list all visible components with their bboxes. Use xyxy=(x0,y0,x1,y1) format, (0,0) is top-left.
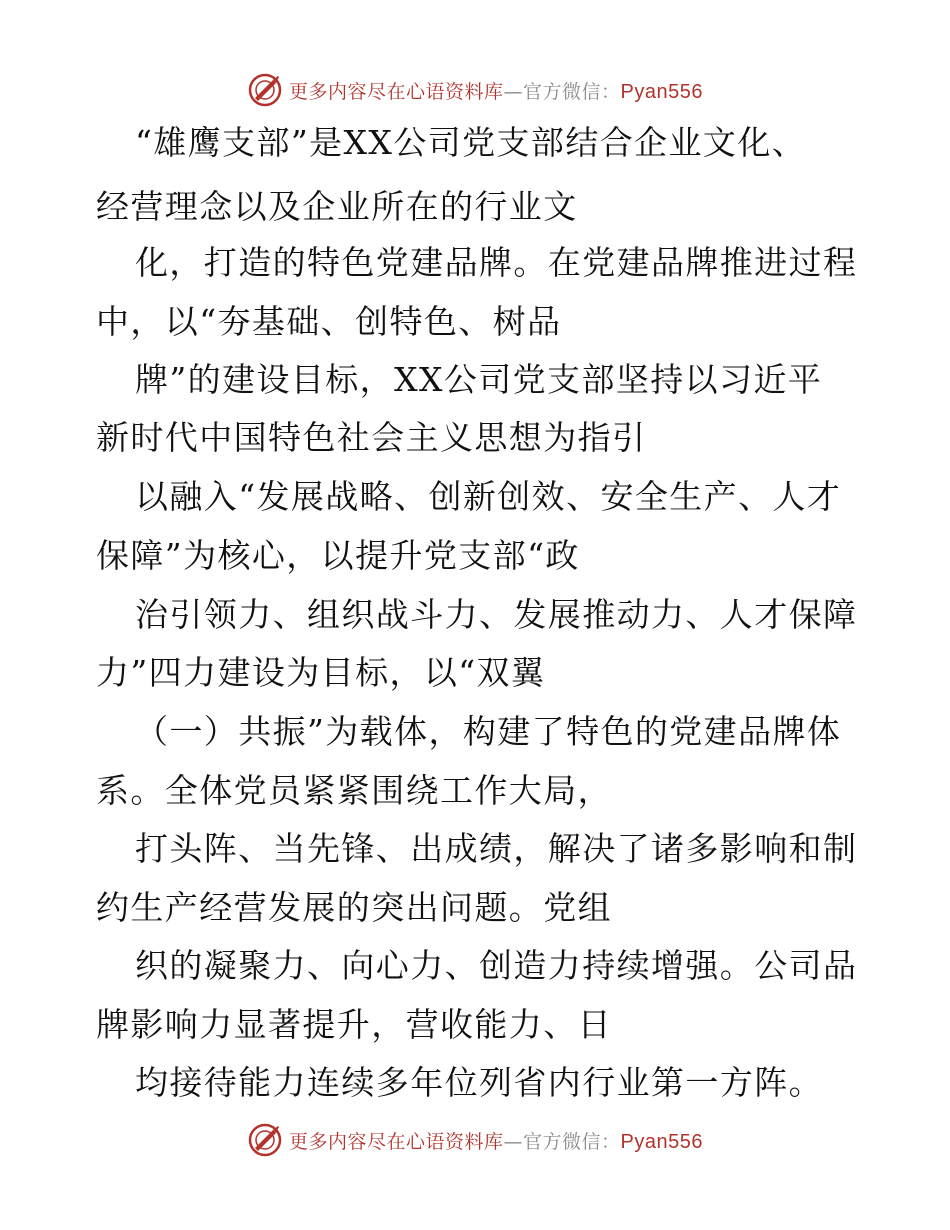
footer-text xyxy=(289,1127,703,1154)
paragraph-line: 打头阵、当先锋、出成绩，解决了诸多影响和制 xyxy=(135,829,858,868)
paragraph-line: 新时代中国特色社会主义思想为指引 xyxy=(96,418,647,457)
paragraph-line: 以融入“发展战略、创新创效、安全生产、人才 xyxy=(135,477,842,516)
paragraph-line: 牌”的建设目标，XX公司党支部坚持以习近平 xyxy=(135,360,823,399)
paragraph-line: 中，以“夯基础、创特色、树品 xyxy=(96,302,562,341)
footer-dash: — xyxy=(503,1130,524,1153)
paragraph-line: 经营理念以及企业所在的行业文 xyxy=(96,187,578,226)
header-watermark xyxy=(0,70,950,110)
paragraph-line: 约生产经营发展的突出问题。党组 xyxy=(96,888,612,927)
paragraph-line: “雄鹰支部”是XX公司党支部结合企业文化、 xyxy=(135,123,807,162)
paragraph-line: 均接待能力连续多年位列省内行业第一方阵。 xyxy=(135,1063,823,1102)
header-dash: — xyxy=(503,80,524,103)
paragraph-line: 力”四力建设为目标，以“双翼 xyxy=(96,653,546,692)
paragraph-line: 化，打造的特色党建品牌。在党建品牌推进过程 xyxy=(135,243,858,282)
logo-icon xyxy=(247,1122,283,1158)
paragraph-line: 织的凝聚力、向心力、创造力持续增强。公司品 xyxy=(135,946,858,985)
paragraph-line: 牌影响力显著提升，营收能力、日 xyxy=(96,1005,612,1044)
footer-watermark xyxy=(0,1120,950,1160)
paragraph-line: 保障”为核心，以提升党支部“政 xyxy=(96,536,580,575)
header-main-text: 更多内容尽在心语资料库 xyxy=(289,80,504,103)
footer-wechat-id: Pyan556 xyxy=(620,1130,703,1153)
header-label: 官方微信： xyxy=(523,80,621,103)
header-wechat-id: Pyan556 xyxy=(620,80,703,103)
paragraph-line: 治引领力、组织战斗力、发展推动力、人才保障 xyxy=(135,595,858,634)
footer-label: 官方微信： xyxy=(523,1130,621,1153)
header-text xyxy=(289,77,703,104)
paragraph-line: （一）共振”为载体，构建了特色的党建品牌体 xyxy=(135,712,842,751)
paragraph-line: 系。全体党员紧紧围绕工作大局， xyxy=(96,771,612,810)
logo-icon xyxy=(247,72,283,108)
footer-main-text: 更多内容尽在心语资料库 xyxy=(289,1130,504,1153)
